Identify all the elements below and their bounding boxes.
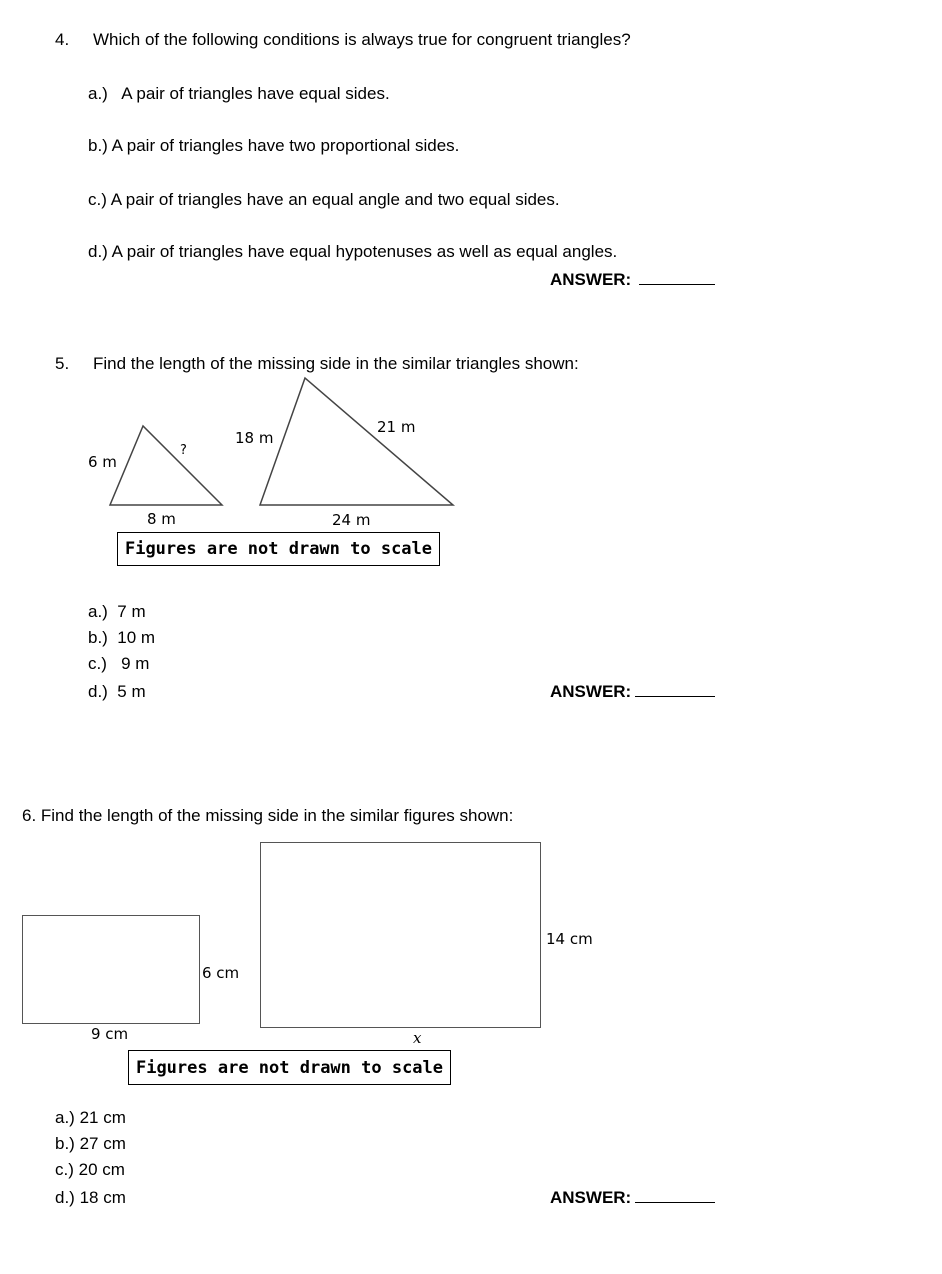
large-triangle <box>260 378 453 505</box>
option-letter: b.) <box>55 1134 75 1153</box>
q4-option-c[interactable] <box>88 190 560 210</box>
small-triangle <box>110 426 222 505</box>
option-letter: a.) <box>55 1108 75 1127</box>
q4-option-d[interactable] <box>88 242 617 262</box>
option-text: 20 cm <box>78 1160 125 1179</box>
option-letter: c.) <box>88 654 107 673</box>
q5-scale-note: Figures are not drawn to scale <box>117 532 440 566</box>
answer-label: ANSWER: <box>550 270 632 289</box>
q5-option-a[interactable] <box>88 602 146 622</box>
q5-option-d[interactable] <box>88 682 146 702</box>
answer-label: ANSWER: <box>550 682 632 701</box>
q6-scale-note: Figures are not drawn to scale <box>128 1050 451 1085</box>
q4-answer <box>550 270 715 290</box>
small-rectangle <box>22 915 200 1024</box>
q6-option-a[interactable] <box>55 1108 126 1128</box>
q6-option-b[interactable] <box>55 1134 126 1154</box>
option-letter: b.) <box>88 136 108 155</box>
large-triangle-right-label: 21 m <box>377 418 416 436</box>
option-letter: c.) <box>55 1160 74 1179</box>
q5-option-b[interactable] <box>88 628 155 648</box>
q5-answer <box>550 682 715 702</box>
q4-question: Which of the following conditions is always true for congruent triangles? <box>93 30 631 49</box>
small-triangle-left-label: 6 m <box>88 453 117 471</box>
q6-answer <box>550 1188 715 1208</box>
large-rectangle-height-label: 14 cm <box>546 930 593 948</box>
option-text: A pair of triangles have equal sides. <box>121 84 390 103</box>
option-letter: d.) <box>88 682 108 701</box>
answer-blank[interactable] <box>639 270 715 285</box>
option-text: A pair of triangles have an equal angle and two equal sides. <box>110 190 560 209</box>
option-letter: c.) <box>88 190 107 209</box>
option-letter: a.) <box>88 84 108 103</box>
small-triangle-missing-label: ? <box>180 443 187 458</box>
answer-blank[interactable] <box>635 1188 715 1203</box>
option-text: 9 m <box>121 654 150 673</box>
option-text: 27 cm <box>79 1134 126 1153</box>
option-letter: d.) <box>88 242 108 261</box>
q4-number: 4. <box>55 30 70 49</box>
option-text: 21 cm <box>79 1108 126 1127</box>
option-letter: a.) <box>88 602 108 621</box>
q5-option-c[interactable] <box>88 654 149 674</box>
q6-option-d[interactable] <box>55 1188 126 1208</box>
option-text: 5 m <box>117 682 146 701</box>
q4-option-a[interactable] <box>88 84 390 104</box>
option-text: 10 m <box>117 628 156 647</box>
q5-question: Find the length of the missing side in the similar triangles shown: <box>93 354 579 373</box>
answer-blank[interactable] <box>635 682 715 697</box>
option-text: 18 cm <box>79 1188 126 1207</box>
small-rectangle-width-label: 9 cm <box>91 1025 129 1043</box>
large-triangle-bottom-label: 24 m <box>332 511 371 529</box>
answer-label: ANSWER: <box>550 1188 632 1207</box>
option-letter: d.) <box>55 1188 75 1207</box>
q6-option-c[interactable] <box>55 1160 125 1180</box>
large-rectangle <box>260 842 541 1028</box>
option-text: A pair of triangles have two proportional sides. <box>111 136 460 155</box>
small-triangle-bottom-label: 8 m <box>147 510 176 528</box>
option-text: 7 m <box>117 602 146 621</box>
large-rectangle-width-label: x <box>413 1029 422 1047</box>
q4-option-b[interactable] <box>88 136 459 156</box>
option-text: A pair of triangles have equal hypotenuses as well as equal angles. <box>111 242 618 261</box>
q6-question: 6. Find the length of the missing side in the similar figures shown: <box>22 806 514 825</box>
option-letter: b.) <box>88 628 108 647</box>
small-rectangle-height-label: 6 cm <box>202 964 240 982</box>
large-triangle-left-label: 18 m <box>235 429 274 447</box>
q5-number: 5. <box>55 354 70 373</box>
